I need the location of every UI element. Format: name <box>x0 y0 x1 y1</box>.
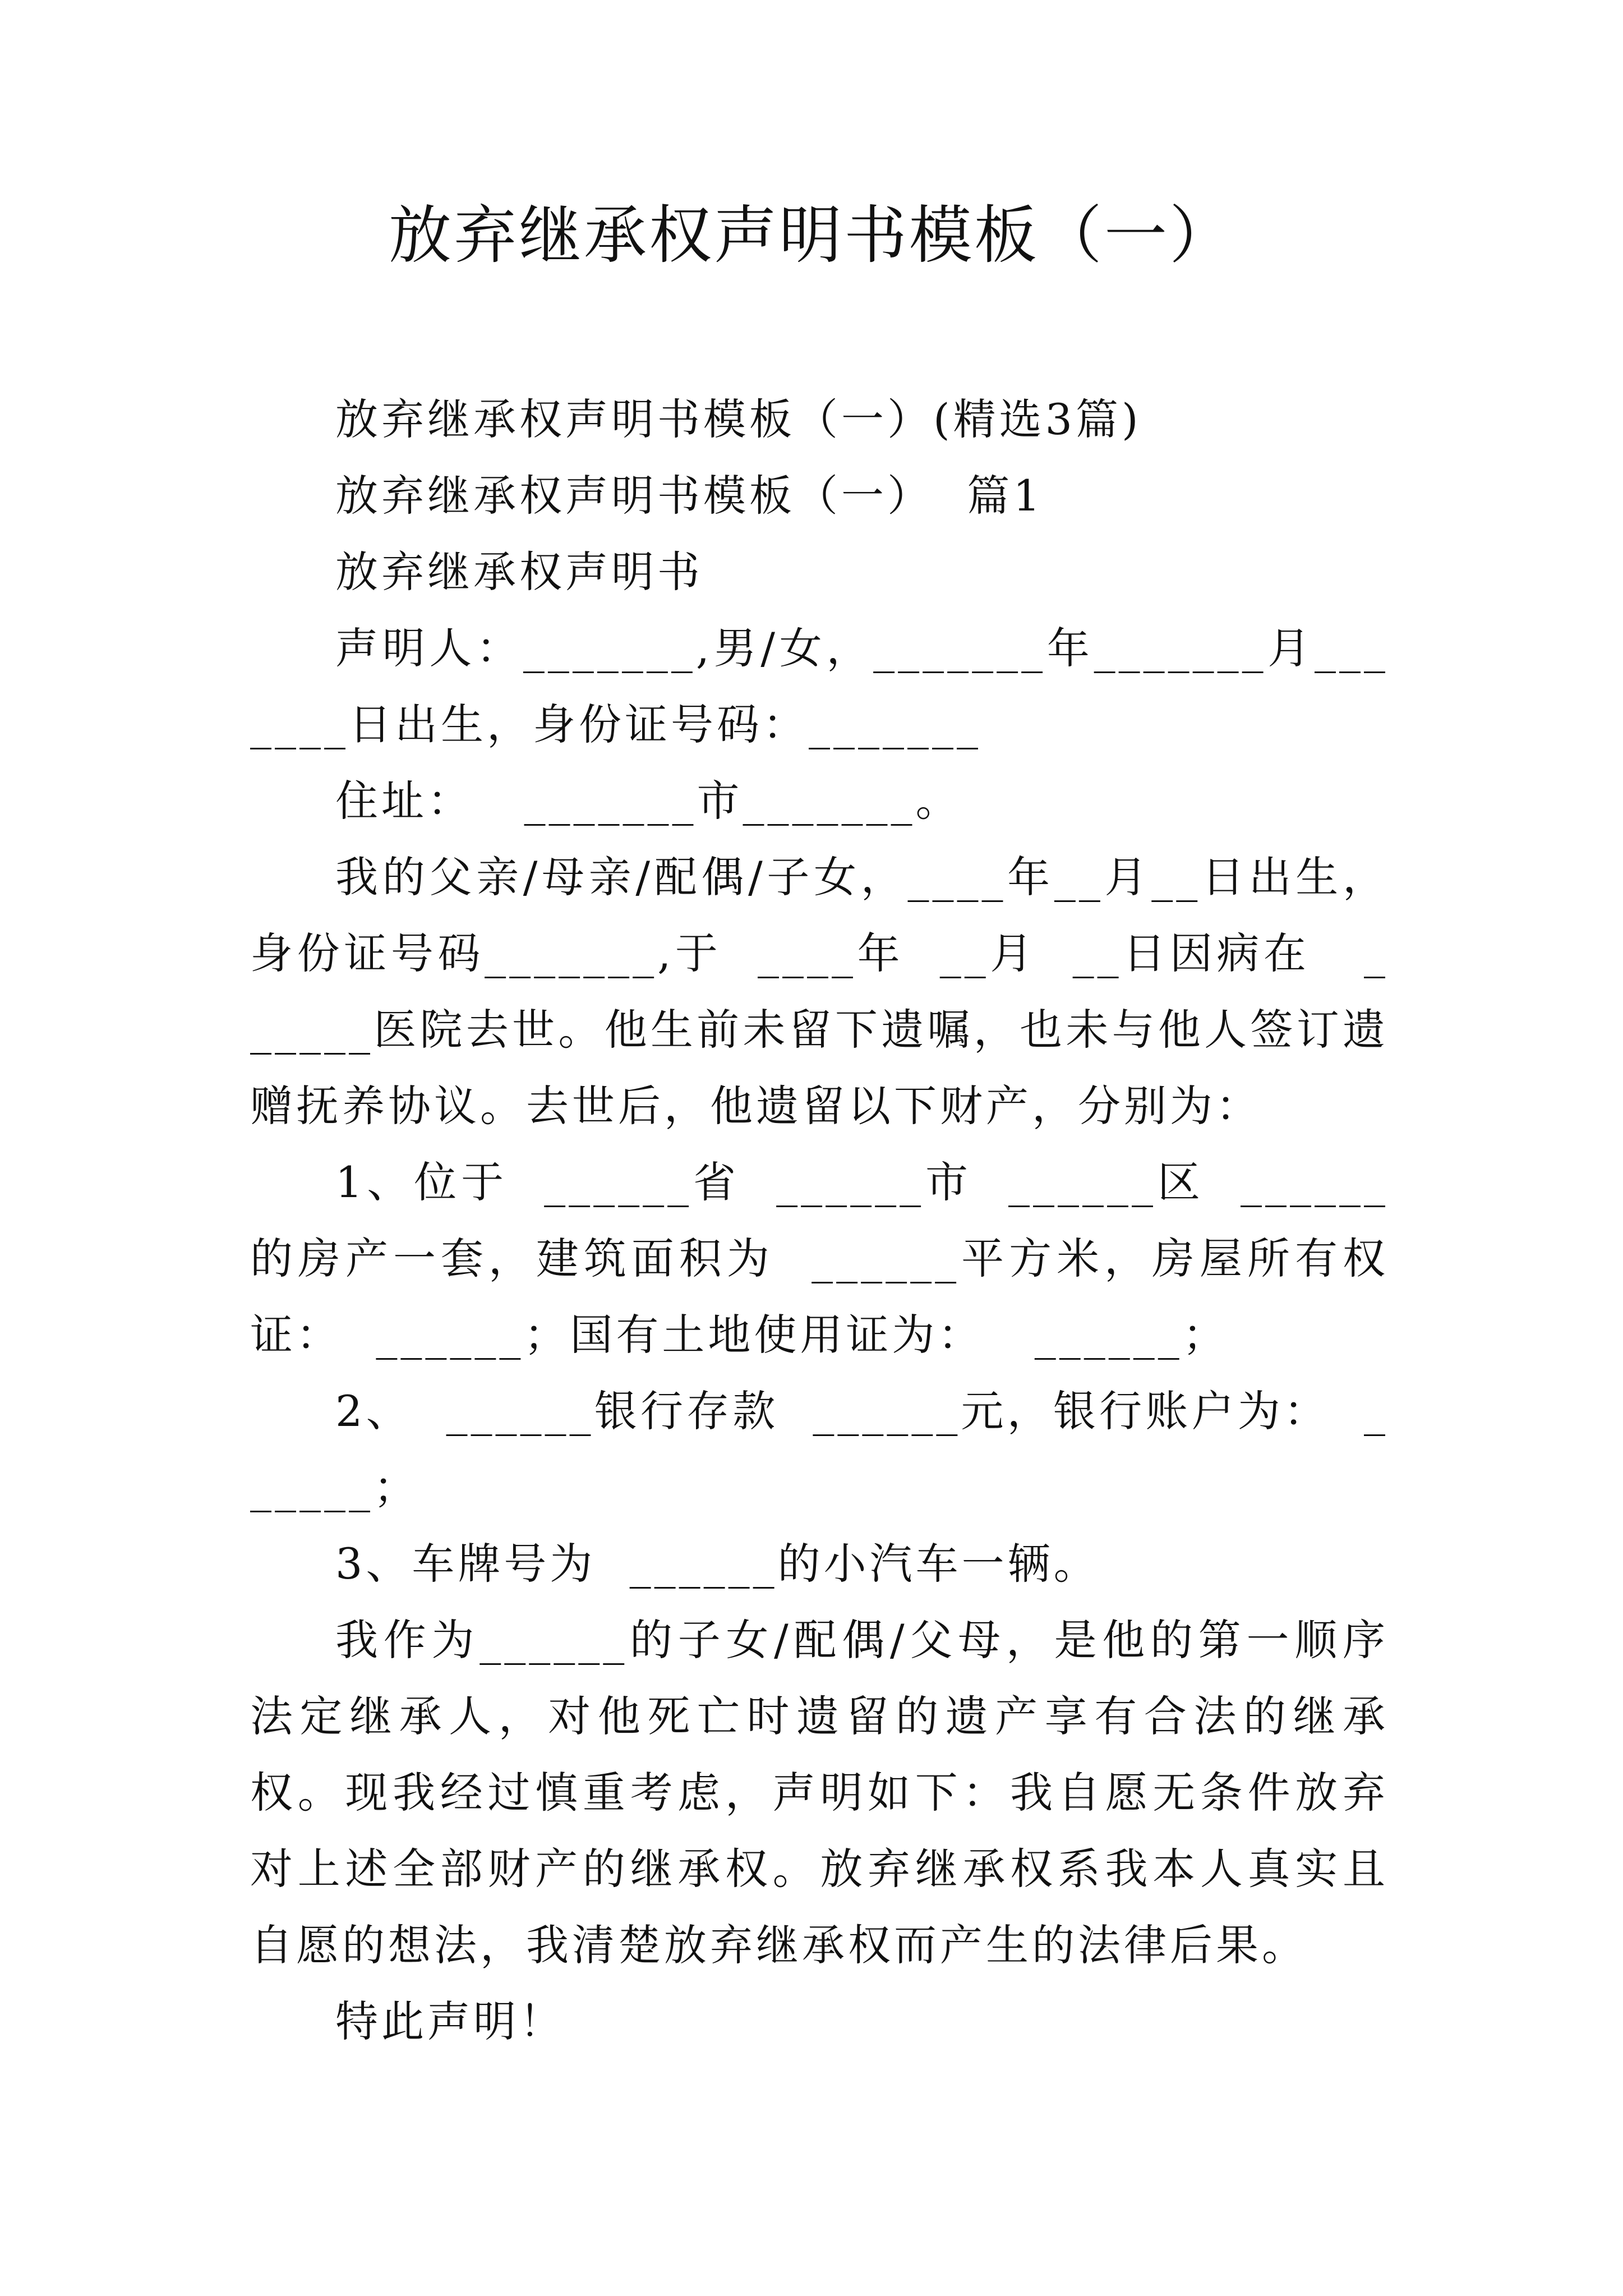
paragraph-property-car: 3、车牌号为 ______的小汽车一辆。 <box>335 1539 1100 1589</box>
paragraph-property-house: 1、位于 ______省 ______市 ______区 ______的房产一套，建筑面积为 ______平方米，房屋所有权证： ______；国有土地使用证为： ______； <box>250 1157 1389 1360</box>
paragraph-declaration-heading: 放弃继承权声明书 <box>335 547 703 597</box>
paragraph-declarant: 声明人：_______,男/女，_______年_______月_______日出生，身份证号码：_______ <box>250 623 1389 749</box>
paragraph-closing: 特此声明！ <box>335 1996 565 2046</box>
paragraph-deceased-info: 我的父亲/母亲/配偶/子女，____年__月__日出生，身份证号码_______,于 ____年 __月 __日因病在 ______医院去世。他生前未留下遗嘱，也未与他人签订遗赠抚养协议。去世后，他遗留以下财产，分别为： <box>250 852 1389 1131</box>
paragraph-subtitle: 放弃继承权声明书模板（一）(精选3篇) <box>335 394 1142 444</box>
document-title: 放弃继承权声明书模板（一） <box>389 199 1234 272</box>
paragraph-section-heading: 放弃继承权声明书模板（一） 篇1 <box>335 471 1044 521</box>
paragraph-address: 住址： _______市_______。 <box>335 776 962 826</box>
paragraph-renunciation: 我作为______的子女/配偶/父母，是他的第一顺序法定继承人，对他死亡时遗留的遗产享有合法的继承权。现我经过慎重考虑，声明如下：我自愿无条件放弃对上述全部财产的继承权。放弃继承权系我本人真实且自愿的想法，我清楚放弃继承权而产生的法律后果。 <box>250 1615 1389 1970</box>
document-body <box>250 381 1389 2060</box>
paragraph-property-deposit: 2、 ______银行存款 ______元，银行账户为： ______； <box>250 1386 1389 1512</box>
